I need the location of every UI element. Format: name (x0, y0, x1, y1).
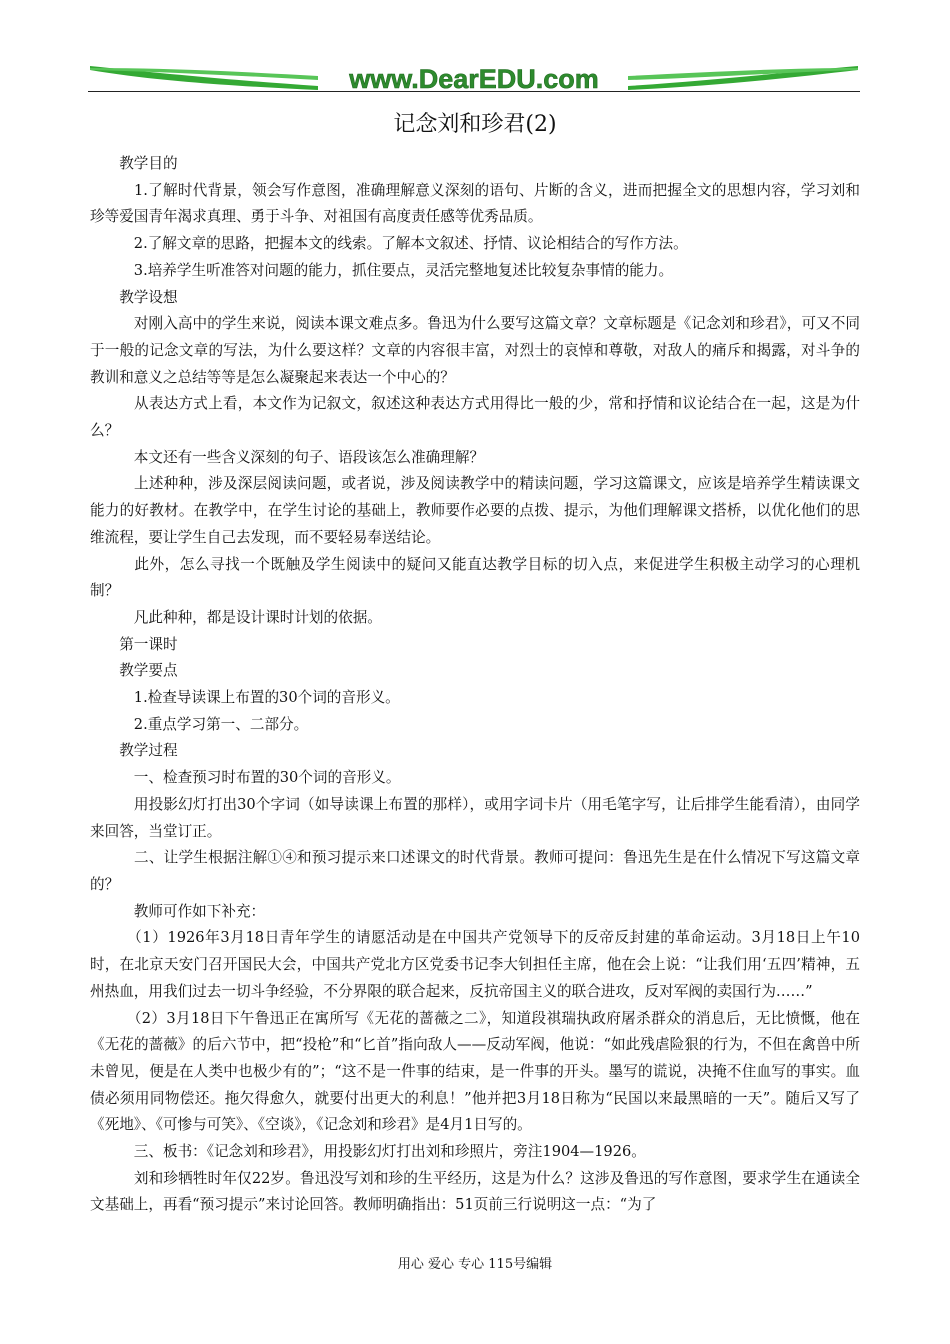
paragraph: 一、检查预习时布置的30个词的音形义。 (119, 769, 401, 787)
site-logo-swoosh (88, 62, 860, 94)
paragraph: 此外，怎么寻找一个既触及学生阅读中的疑问又能直达教学目标的切入点，来促进学生积极主动学习的心理机制？ (90, 555, 860, 600)
header-divider (88, 91, 860, 92)
paragraph: 凡此种种，都是设计课时计划的依据。 (119, 608, 382, 626)
paragraph: 上述种种，涉及深层阅读问题，或者说，涉及阅读教学中的精读问题，学习这篇课文，应该是培养学生精读课文能力的好教材。在教学中，在学生讨论的基础上，教师要作必要的点拨、提示，为他们理解课文搭桥，以优化他们的思维流程，要让学生自己去发现，而不要轻易奉送结论。 (90, 475, 860, 546)
paragraph: 用投影幻灯打出30个字词（如导读课上布置的那样），或用字词卡片（用毛笔字写，让后排学生能看清），由同学来回答，当堂订正。 (90, 795, 860, 840)
paragraph: 对刚入高中的学生来说，阅读本课文难点多。鲁迅为什么要写这篇文章？文章标题是《记念刘和珍君》，可又不同于一般的记念文章的写法，为什么要这样？文章的内容很丰富，对烈士的哀悼和尊敬，对敌人的痛斥和揭露，对斗争的教训和意义之总结等等是怎么凝聚起来表达一个中心的？ (90, 315, 860, 386)
paragraph: 刘和珍牺牲时年仅22岁。鲁迅没写刘和珍的生平经历，这是为什么？这涉及鲁迅的写作意图，要求学生在通读全文基础上，再看“预习提示”来讨论回答。教师明确指出：51页前三行说明这一点：“为了 (90, 1169, 860, 1214)
section-heading: 教学过程 (119, 742, 178, 760)
paragraph: 2.了解文章的思路，把握本文的线索。了解本文叙述、抒情、议论相结合的写作方法。 (119, 235, 688, 253)
section-heading: 教学目的 (119, 155, 178, 172)
site-header-banner (88, 62, 860, 94)
page-footer: 用心 爱心 专心 115号编辑 (397, 1257, 553, 1272)
section-heading: 教学设想 (119, 288, 178, 306)
paragraph: 3.培养学生听准答对问题的能力，抓住要点，灵活完整地复述比较复杂事情的能力。 (119, 261, 674, 279)
paragraph: 2.重点学习第一、二部分。 (119, 715, 309, 733)
paragraph: 从表达方式上看，本文作为记叙文，叙述这种表达方式用得比一般的少，常和抒情和议论结合在一起，这是为什么？ (90, 395, 860, 440)
paragraph: 1.检查导读课上布置的30个词的音形义。 (119, 689, 400, 707)
document-title: 记念刘和珍君(2) (393, 112, 557, 137)
paragraph: 三、板书：《记念刘和珍君》，用投影幻灯打出刘和珍照片，旁注1904—1926。 (119, 1143, 646, 1161)
paragraph: 1.了解时代背景，领会写作意图，准确理解意义深刻的语句、片断的含义，进而把握全文的思想内容，学习刘和珍等爱国青年渴求真理、勇于斗争、对祖国有高度责任感等优秀品质。 (90, 181, 860, 226)
document-body (90, 151, 860, 1219)
paragraph: 本文还有一些含义深刻的句子、语段该怎么准确理解？ (119, 448, 485, 466)
site-logo-text: www.DearEDU.com (349, 64, 599, 94)
paragraph: （2）3月18日下午鲁迅正在寓所写《无花的蔷薇之二》，知道段祺瑞执政府屠杀群众的消息后，无比愤慨，他在《无花的蔷薇》的后六节中，把“投枪”和“匕首”指向敌人——反动军阀，他说：“如此残虐险狠的行为，不但在禽兽中所未曾见，便是在人类中也极少有的”；“这不是一件事的结束，是一件事的开头。墨写的谎说，决掩不住血写的事实。血债必须用同物偿还。拖欠得愈久，就要付出更大的利息！”他并把3月18日称为“民国以来最黑暗的一天”。随后又写了《死地》、《可惨与可笑》、《空谈》，《记念刘和珍君》是4月1日写的。 (90, 1009, 860, 1134)
paragraph: 二、让学生根据注解①④和预习提示来口述课文的时代背景。教师可提问：鲁迅先生是在什么情况下写这篇文章的？ (90, 849, 860, 893)
section-heading: 教学要点 (119, 662, 178, 680)
paragraph: （1）1926年3月18日青年学生的请愿活动是在中国共产党领导下的反帝反封建的革命运动。3月18日上午10时，在北京天安门召开国民大会，中国共产党北方区党委书记李大钊担任主席，他在会上说：“让我们用‘五四’精神，五州热血，用我们过去一切斗争经验，不分界限的联合起来，反抗帝国主义的联合进攻，反对军阀的卖国行为……” (90, 929, 860, 1000)
paragraph: 教师可作如下补充： (119, 902, 266, 920)
section-heading: 第一课时 (119, 635, 178, 653)
